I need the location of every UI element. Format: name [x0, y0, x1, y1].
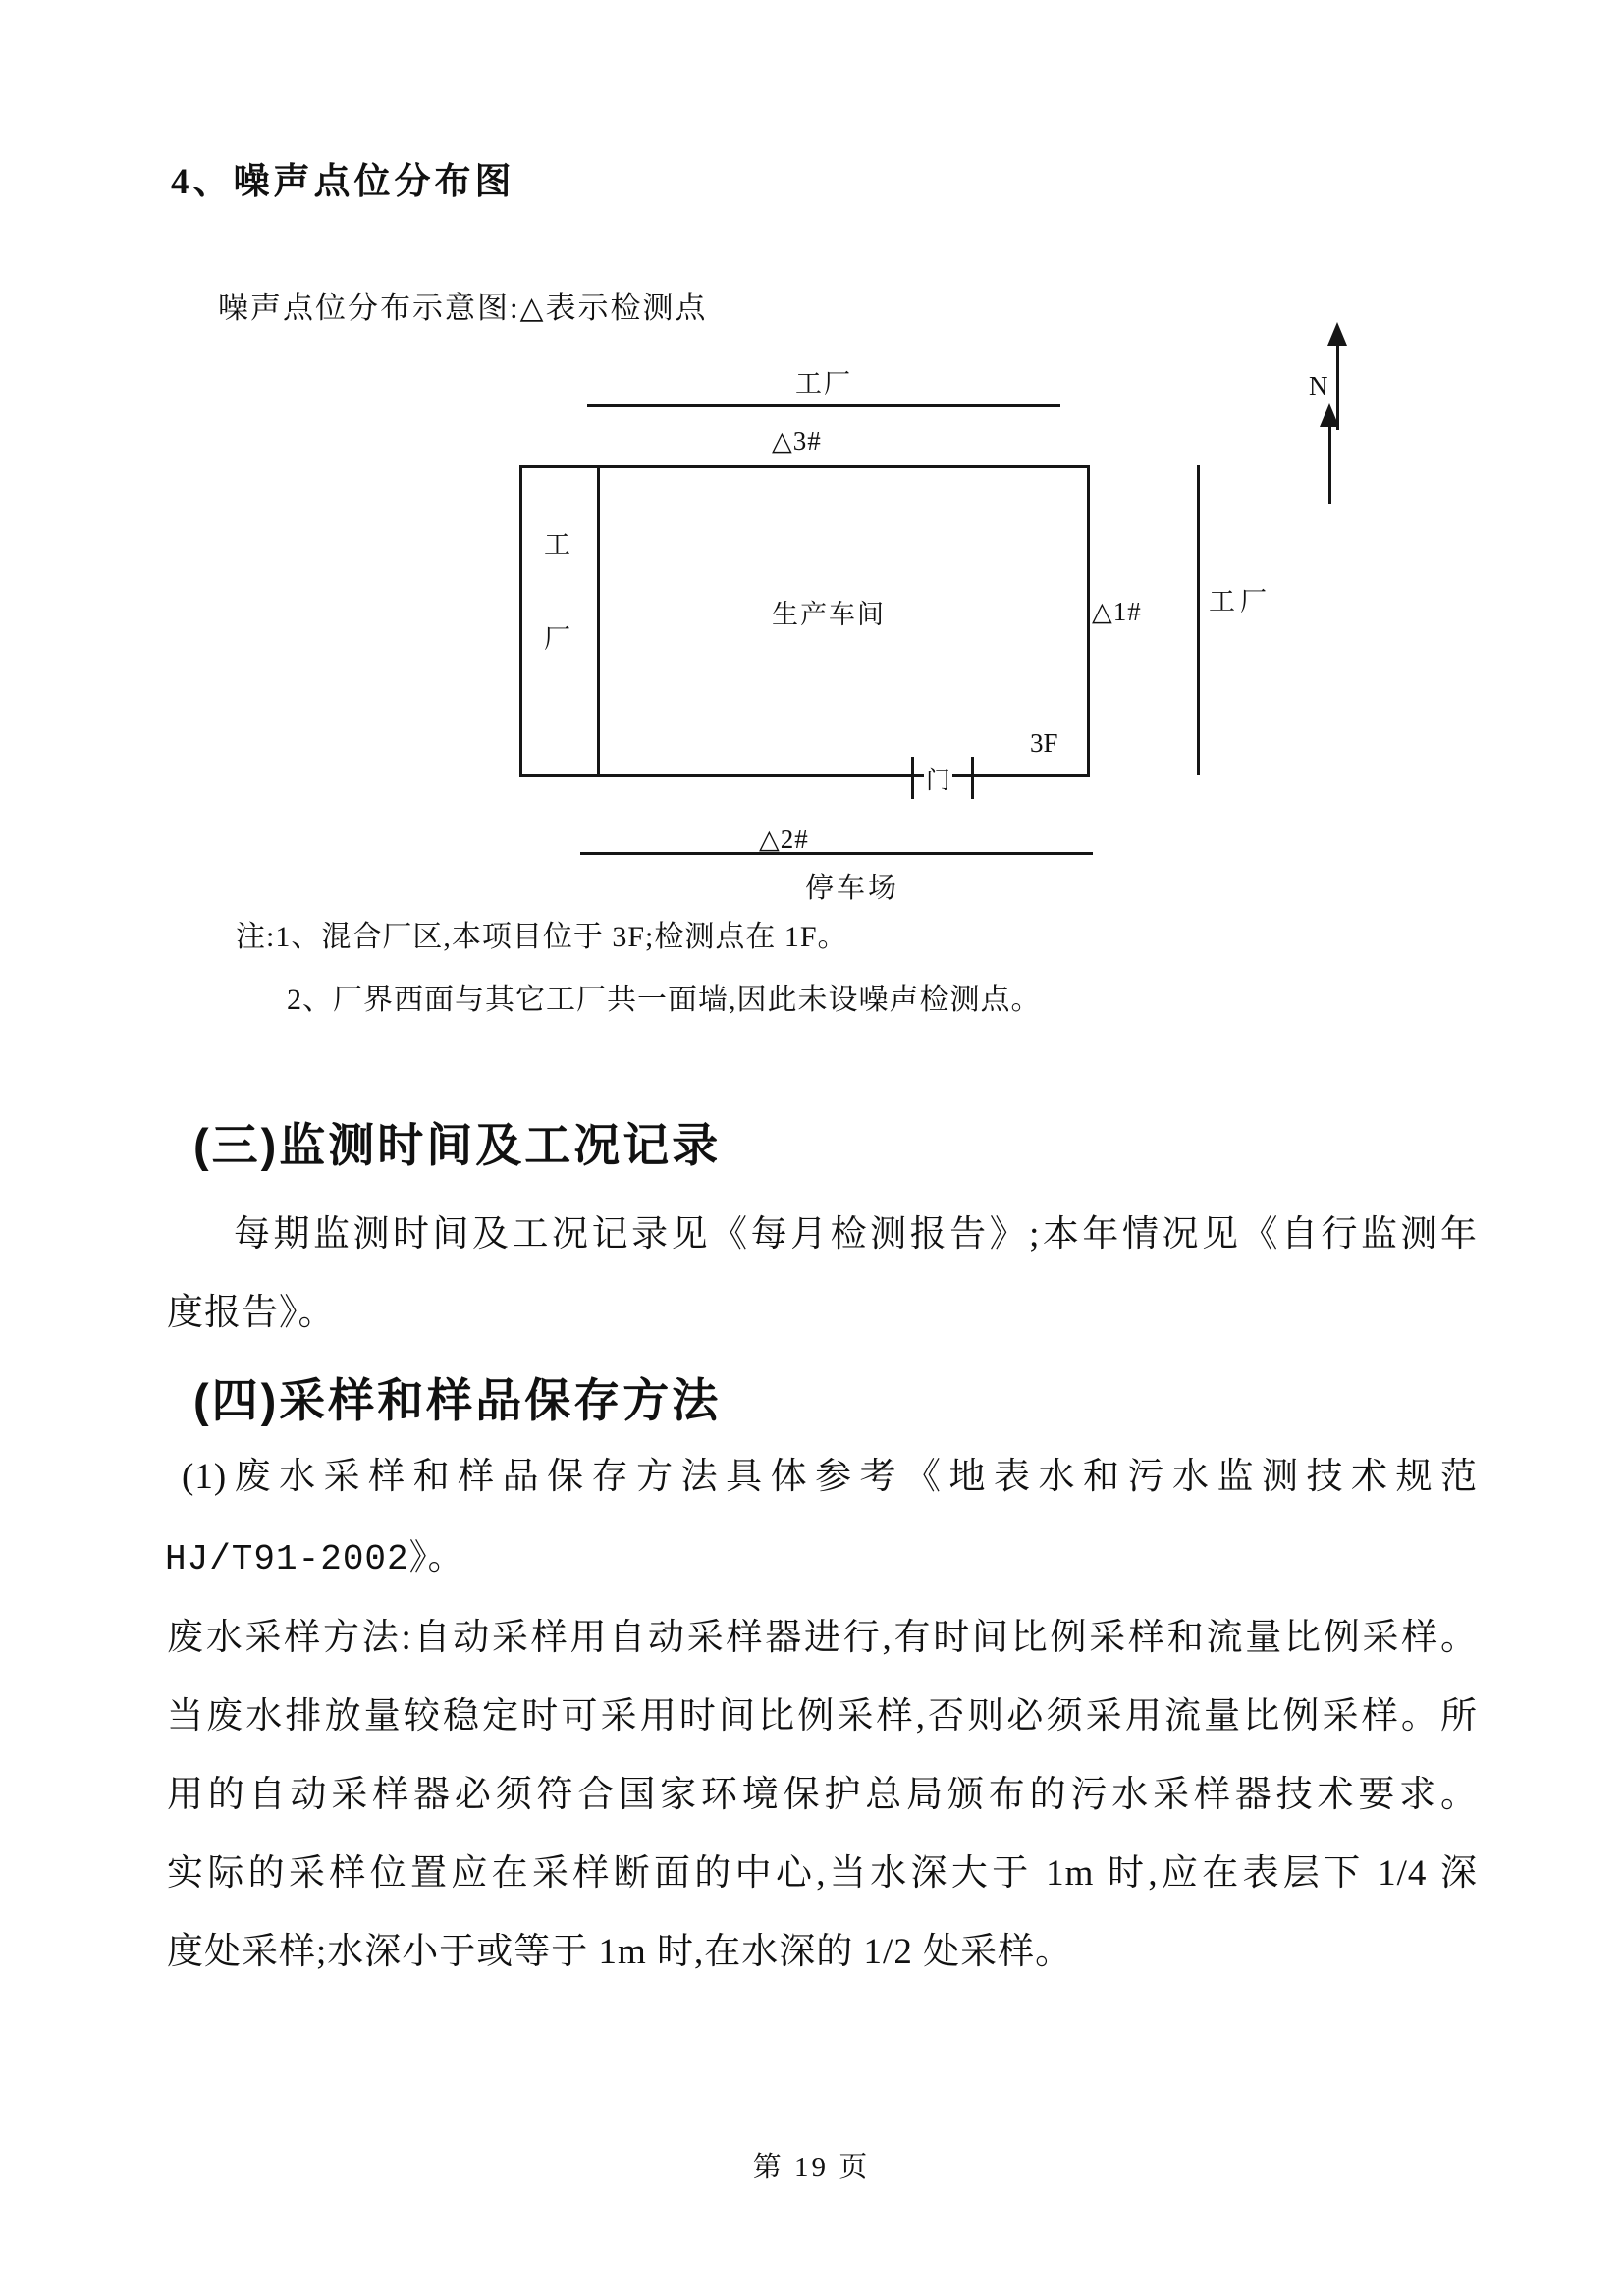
factory-left-char-bottom: 厂 — [544, 624, 572, 654]
diagram-note-1: 注:1、混合厂区,本项目位于 3F;检测点在 1F。 — [236, 921, 848, 953]
gate-tick-left — [911, 757, 914, 799]
section-4-line-4: 当废水排放量较稳定时可采用时间比例采样,否则必须采用流量比例采样。所 — [167, 1696, 1478, 1736]
factory-left-char-top: 工 — [544, 530, 572, 560]
section-4-line-3: 废水采样方法:自动采样用自动采样器进行,有时间比例采样和流量比例采样。 — [167, 1618, 1478, 1658]
north-arrow-lower-head-icon — [1320, 403, 1339, 427]
section-4-line-1: (1)废水采样和样品保存方法具体参考《地表水和污水监测技术规范 — [182, 1457, 1478, 1497]
floor-label: 3F — [1030, 728, 1058, 758]
section-4-line-6: 实际的采样位置应在采样断面的中心,当水深大于 1m 时,应在表层下 1/4 深 — [167, 1853, 1478, 1894]
section-3-heading: (三)监测时间及工况记录 — [193, 1119, 722, 1171]
north-arrow-lower-shaft — [1328, 425, 1331, 504]
top-boundary-line — [587, 404, 1060, 407]
section-3-line-1: 每期监测时间及工况记录见《每月检测报告》;本年情况见《自行监测年 — [234, 1214, 1478, 1255]
workshop-label: 生产车间 — [772, 600, 886, 629]
north-label: N — [1309, 371, 1328, 400]
parking-label: 停车场 — [805, 873, 900, 904]
section-3-line-2: 度报告》。 — [167, 1293, 336, 1333]
section-4-heading: (四)采样和样品保存方法 — [193, 1374, 722, 1426]
section-title-noise-map: 4、噪声点位分布图 — [171, 162, 515, 202]
factory-top-label: 工厂 — [795, 369, 852, 399]
gate-label: 门 — [926, 768, 951, 794]
factory-right-label: 工厂 — [1209, 587, 1271, 616]
gate-tick-right — [971, 757, 974, 799]
section-4-line-7: 度处采样;水深小于或等于 1m 时,在水深的 1/2 处采样。 — [167, 1932, 1073, 1972]
diagram-caption: 噪声点位分布示意图:△表示检测点 — [218, 291, 708, 325]
north-arrow-upper-head-icon — [1327, 322, 1347, 346]
parking-boundary-line — [580, 852, 1093, 855]
section-4-line-2: HJ/T91-2002》。 — [165, 1539, 464, 1579]
monitor-point-2-label: △2# — [759, 825, 809, 854]
left-strip-divider-line — [597, 468, 600, 774]
diagram-note-2: 2、厂界西面与其它工厂共一面墙,因此未设噪声检测点。 — [287, 984, 1042, 1016]
page-number: 第 19 页 — [752, 2152, 871, 2183]
monitor-point-1-label: △1# — [1092, 597, 1142, 626]
monitor-point-3-label: △3# — [772, 426, 822, 455]
right-boundary-line — [1197, 465, 1200, 775]
section-4-line-5: 用的自动采样器必须符合国家环境保护总局颁布的污水采样器技术要求。 — [167, 1775, 1478, 1815]
